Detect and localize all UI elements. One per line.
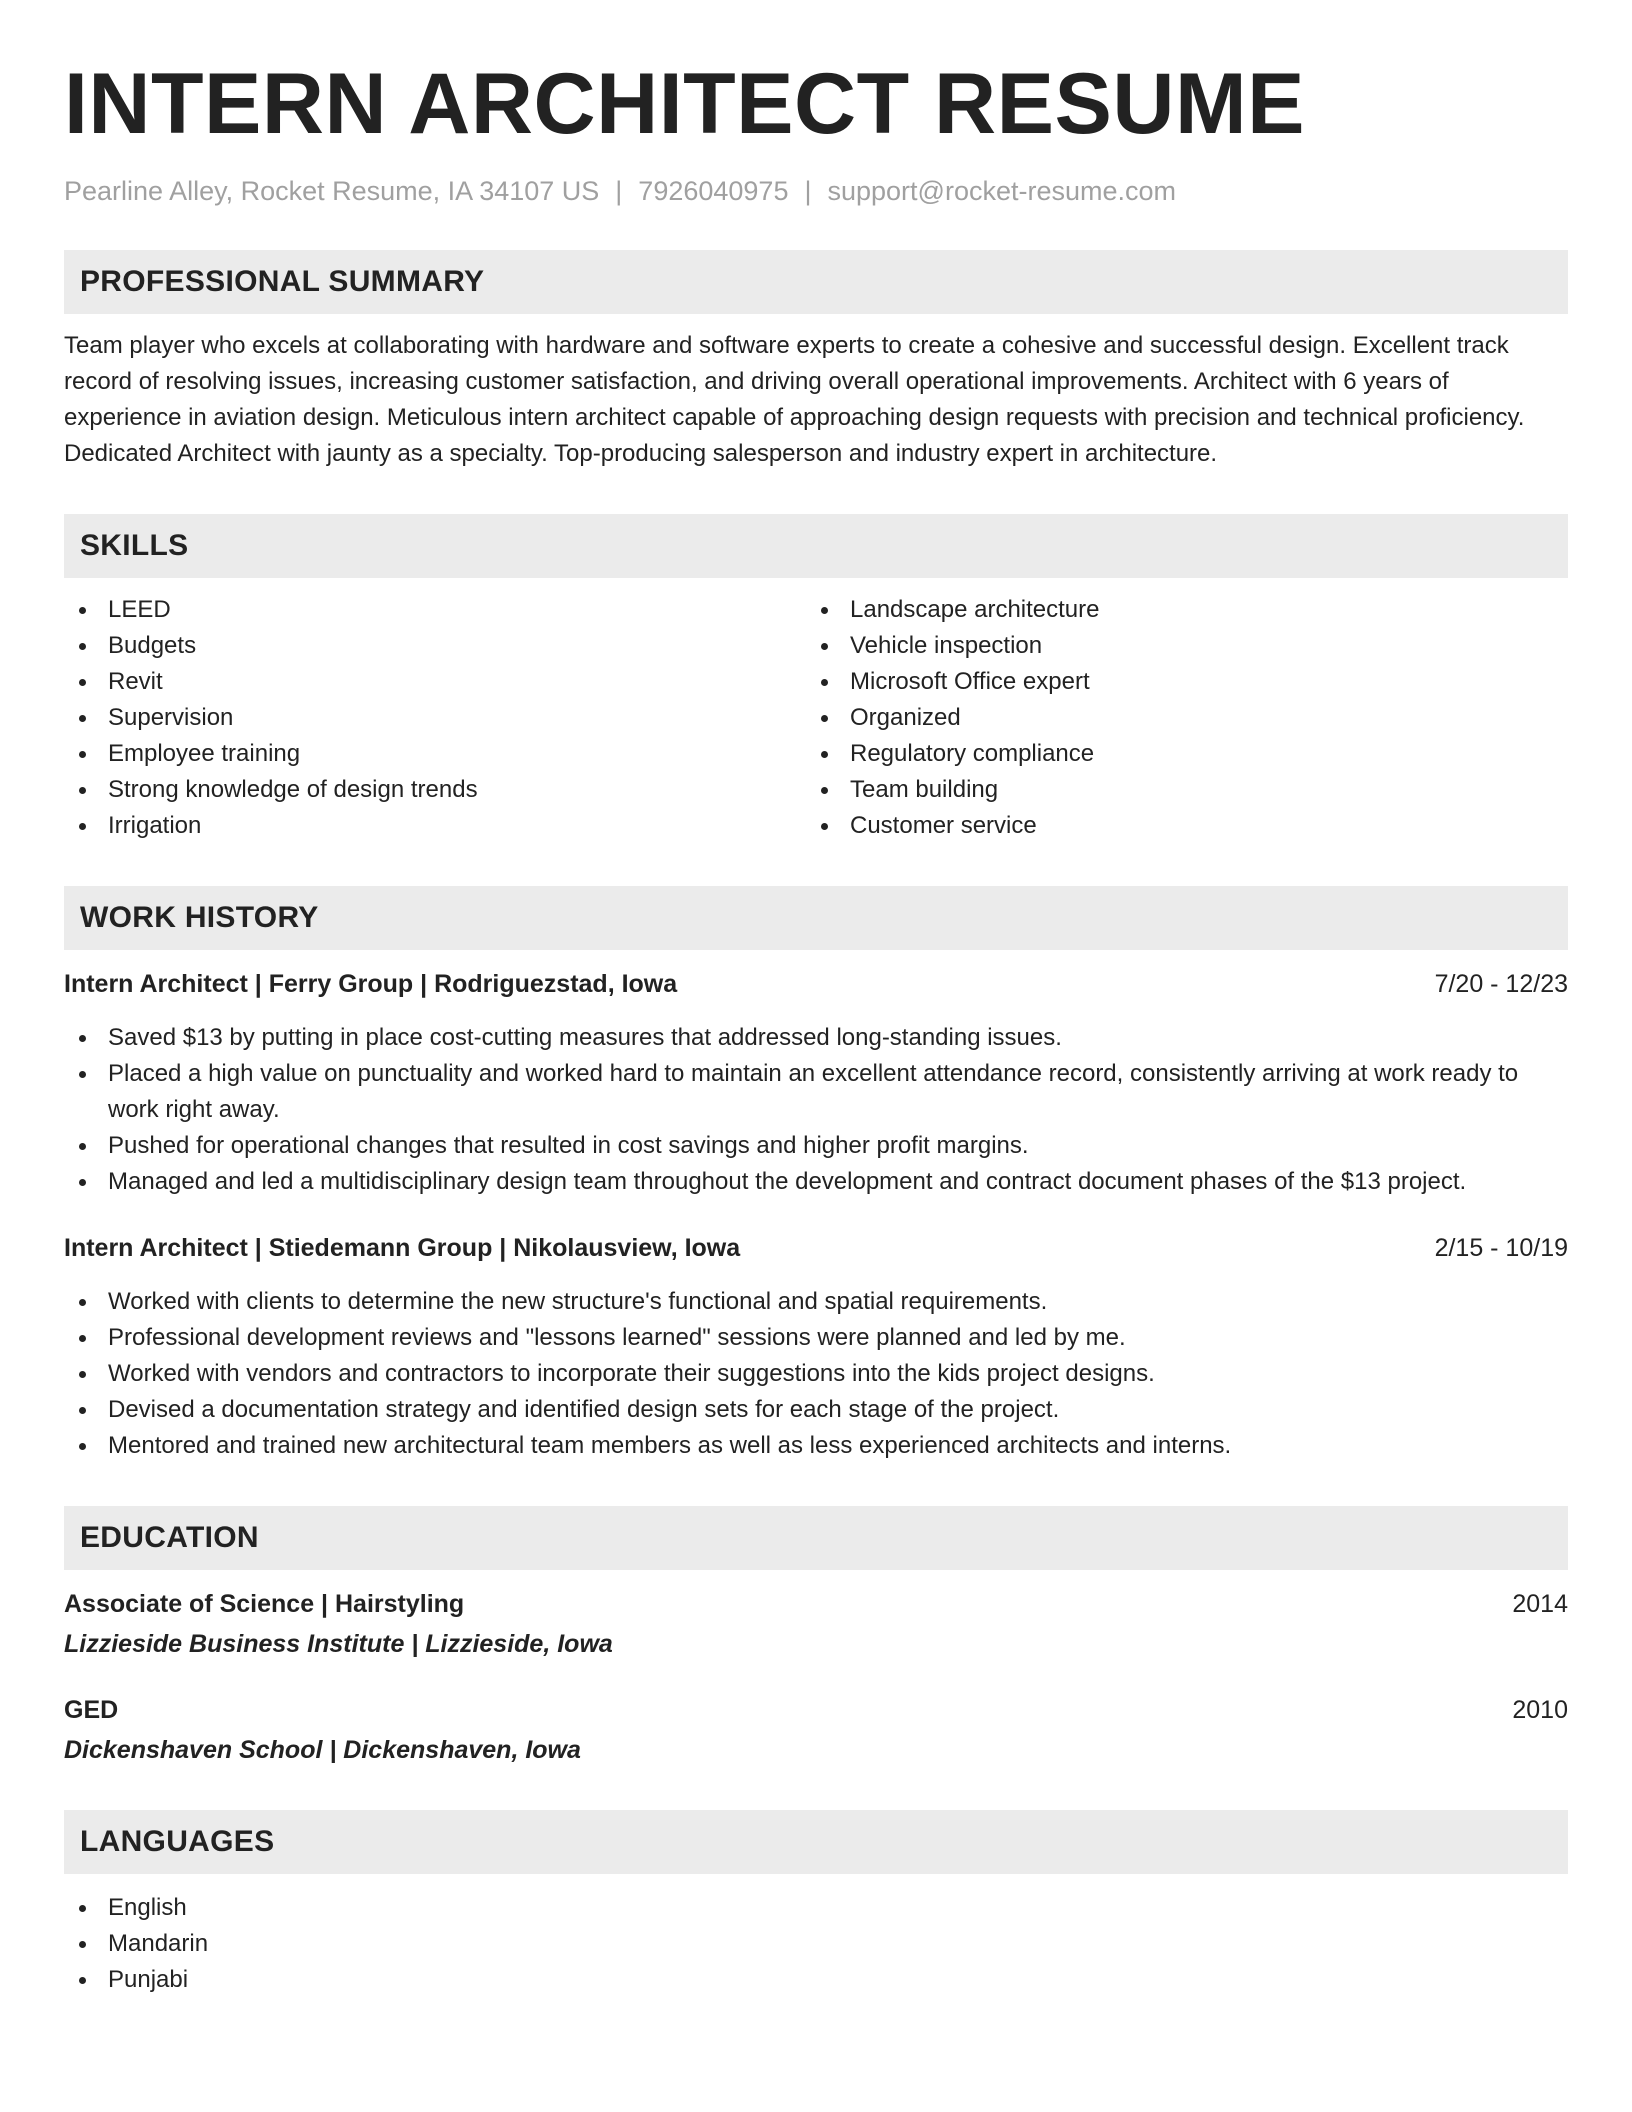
job-entry: [64, 966, 1568, 1200]
skill-item: Microsoft Office expert: [806, 664, 1548, 700]
skill-item: Supervision: [64, 700, 806, 736]
languages-heading: LANGUAGES: [64, 1810, 1568, 1874]
job-bullet: Professional development reviews and "lessons learned" sessions were planned and led by me.: [64, 1320, 1568, 1356]
job-bullet: Mentored and trained new architectural team members as well as less experienced architects and interns.: [64, 1428, 1568, 1464]
job-title: Intern Architect | Ferry Group | Rodriguezstad, Iowa: [64, 970, 678, 998]
education-degree: GED: [64, 1696, 119, 1724]
education-year: 2014: [1512, 1590, 1568, 1618]
job-bullet: Managed and led a multidisciplinary design team throughout the development and contract document phases of the $13 project.: [64, 1164, 1568, 1200]
job-bullet: Devised a documentation strategy and identified design sets for each stage of the project.: [64, 1392, 1568, 1428]
skill-item: Organized: [806, 700, 1548, 736]
job-bullet: Pushed for operational changes that resulted in cost savings and higher profit margins.: [64, 1128, 1568, 1164]
job-bullet: Placed a high value on punctuality and worked hard to maintain an excellent attendance record, consistently arriving at work ready to work right away.: [64, 1056, 1568, 1128]
language-item: Mandarin: [64, 1926, 1568, 1962]
job-bullet: Worked with clients to determine the new structure's functional and spatial requirements.: [64, 1284, 1568, 1320]
job-dates: 7/20 - 12/23: [1434, 970, 1568, 998]
language-item: English: [64, 1890, 1568, 1926]
education-header: [64, 1692, 1568, 1728]
contact-email: support@rocket-resume.com: [827, 176, 1177, 206]
job-entry: [64, 1230, 1568, 1464]
job-bullets: [64, 1284, 1568, 1464]
contact-phone: 7926040975: [638, 176, 789, 206]
language-item: Punjabi: [64, 1962, 1568, 1998]
job-bullet: Saved $13 by putting in place cost-cutting measures that addressed long-standing issues.: [64, 1020, 1568, 1056]
skill-item: Revit: [64, 664, 806, 700]
skill-item: Customer service: [806, 808, 1548, 844]
skills-column-right: [806, 592, 1548, 844]
skills-heading: SKILLS: [64, 514, 1568, 578]
job-title: Intern Architect | Stiedemann Group | Nikolausview, Iowa: [64, 1234, 741, 1262]
skill-item: Strong knowledge of design trends: [64, 772, 806, 808]
education-year: 2010: [1512, 1696, 1568, 1724]
languages-list: [64, 1890, 1568, 1998]
education-entry: [64, 1692, 1568, 1768]
summary-heading: PROFESSIONAL SUMMARY: [64, 250, 1568, 314]
skill-item: Regulatory compliance: [806, 736, 1548, 772]
job-bullets: [64, 1020, 1568, 1200]
education-header: [64, 1586, 1568, 1622]
job-dates: 2/15 - 10/19: [1434, 1234, 1568, 1262]
contact-separator: |: [615, 176, 623, 206]
skill-item: Landscape architecture: [806, 592, 1548, 628]
education-entry: [64, 1586, 1568, 1662]
skill-item: Budgets: [64, 628, 806, 664]
education-heading: EDUCATION: [64, 1506, 1568, 1570]
resume-page: [64, 56, 1568, 1998]
summary-text: Team player who excels at collaborating with hardware and software experts to create a cohesive and successful design. Excellent track record of resolving issues, increasing customer satisfaction, and driving overall operational improvements. Architect with 6 years of experience in aviation design. Meticulous intern architect capable of approaching design requests with precision and technical proficiency. Dedicated Architect with jaunty as a specialty. Top-producing salesperson and industry expert in architecture.: [64, 332, 1525, 467]
skill-item: Team building: [806, 772, 1548, 808]
resume-title: INTERN ARCHITECT RESUME: [64, 56, 1305, 152]
contact-separator: |: [804, 176, 812, 206]
skill-item: LEED: [64, 592, 806, 628]
education-degree: Associate of Science | Hairstyling: [64, 1590, 465, 1618]
skills-list: [64, 592, 1568, 844]
skill-item: Vehicle inspection: [806, 628, 1548, 664]
job-header: [64, 966, 1568, 1002]
skill-item: Irrigation: [64, 808, 806, 844]
education-school: Dickenshaven School | Dickenshaven, Iowa: [64, 1736, 581, 1764]
job-header: [64, 1230, 1568, 1266]
skill-item: Employee training: [64, 736, 806, 772]
education-school: Lizzieside Business Institute | Lizzieside, Iowa: [64, 1630, 613, 1658]
skills-column-left: [64, 592, 806, 844]
contact-line: [64, 174, 1568, 208]
contact-address: Pearline Alley, Rocket Resume, IA 34107 US: [64, 176, 600, 206]
job-bullet: Worked with vendors and contractors to incorporate their suggestions into the kids project designs.: [64, 1356, 1568, 1392]
work-history-heading: WORK HISTORY: [64, 886, 1568, 950]
